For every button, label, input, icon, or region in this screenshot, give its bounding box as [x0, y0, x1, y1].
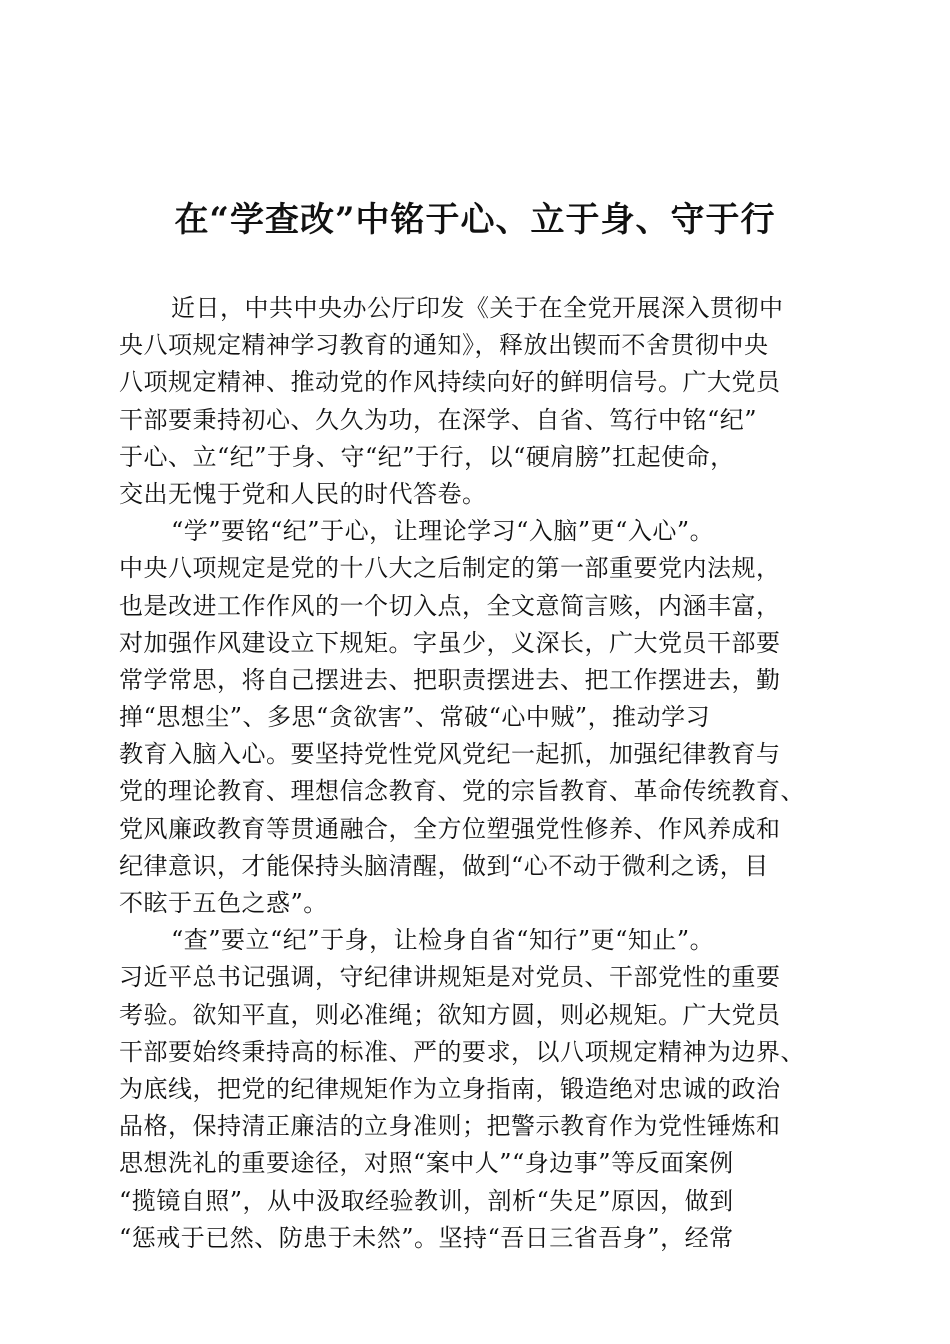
- document-body: [119, 290, 843, 1257]
- text-line: 干部要始终秉持高的标准、严的要求，以八项规定精神为边界、: [119, 1037, 805, 1066]
- text-line: 央八项规定精神学习教育的通知》，释放出锲而不舍贯彻中央: [119, 331, 769, 360]
- text-line: 干部要秉持初心、久久为功，在深学、自省、笃行中铭“纪”: [119, 405, 758, 434]
- text-line: 不眩于五色之惑”。: [119, 889, 328, 917]
- text-line: 对加强作风建设立下规矩。字虽少，义深长，广大党员干部要: [119, 628, 781, 657]
- paragraph-2: [119, 513, 843, 922]
- text-line: 中央八项规定是党的十八大之后制定的第一部重要党内法规，: [119, 554, 781, 583]
- text-line: “惩戒于已然、防患于未然”。坚持“吾日三省吾身”，经常: [119, 1223, 734, 1252]
- text-line: 交出无愧于党和人民的时代答卷。: [119, 479, 487, 508]
- document-title: 在“学查改”中铭于心、立于身、守于行: [174, 200, 776, 240]
- text-line: 为底线，把党的纪律规矩作为立身指南，锻造绝对忠诚的政治: [119, 1074, 781, 1103]
- text-line: 掸“思想尘”、多思“贪欲害”、常破“心中贼”，推动学习: [119, 703, 711, 732]
- text-line: “查”要立“纪”于身，让检身自省“知行”更“知止”。: [171, 926, 715, 955]
- paragraph-1: [119, 290, 843, 513]
- text-line: 党的理论教育、理想信念教育、党的宗旨教育、革命传统教育、: [119, 777, 805, 806]
- text-line: 于心、立“纪”于身、守“纪”于行，以“硬肩膀”扛起使命，: [119, 442, 735, 471]
- text-line: 八项规定精神、推动党的作风持续向好的鲜明信号。广大党员: [119, 368, 781, 397]
- text-line: 考验。欲知平直，则必准绳；欲知方圆，则必规矩。广大党员: [119, 1000, 781, 1029]
- text-line: 也是改进工作作风的一个切入点，全文意简言赅，内涵丰富，: [119, 591, 781, 620]
- text-line: “学”要铭“纪”于心，让理论学习“入脑”更“入心”。: [171, 517, 715, 546]
- text-line: 党风廉政教育等贯通融合，全方位塑强党性修养、作风养成和: [119, 814, 781, 843]
- text-line: 教育入脑入心。要坚持党性党风党纪一起抓，加强纪律教育与: [119, 740, 781, 769]
- paragraph-3: [119, 922, 843, 1257]
- text-line: 常学常思，将自己摆进去、把职责摆进去、把工作摆进去，勤: [119, 665, 781, 694]
- text-line: 思想洗礼的重要途径，对照“案中人”“身边事”等反面案例: [119, 1149, 734, 1178]
- text-line: 习近平总书记强调，守纪律讲规矩是对党员、干部党性的重要: [119, 963, 781, 992]
- text-line: “揽镜自照”，从中汲取经验教训，剖析“失足”原因，做到: [119, 1186, 734, 1215]
- text-line: 品格，保持清正廉洁的立身准则；把警示教育作为党性锤炼和: [119, 1112, 781, 1141]
- text-line: 纪律意识，才能保持头脑清醒，做到“心不动于微利之诱，目: [119, 851, 769, 880]
- text-line: 近日，中共中央办公厅印发《关于在全党开展深入贯彻中: [171, 294, 784, 322]
